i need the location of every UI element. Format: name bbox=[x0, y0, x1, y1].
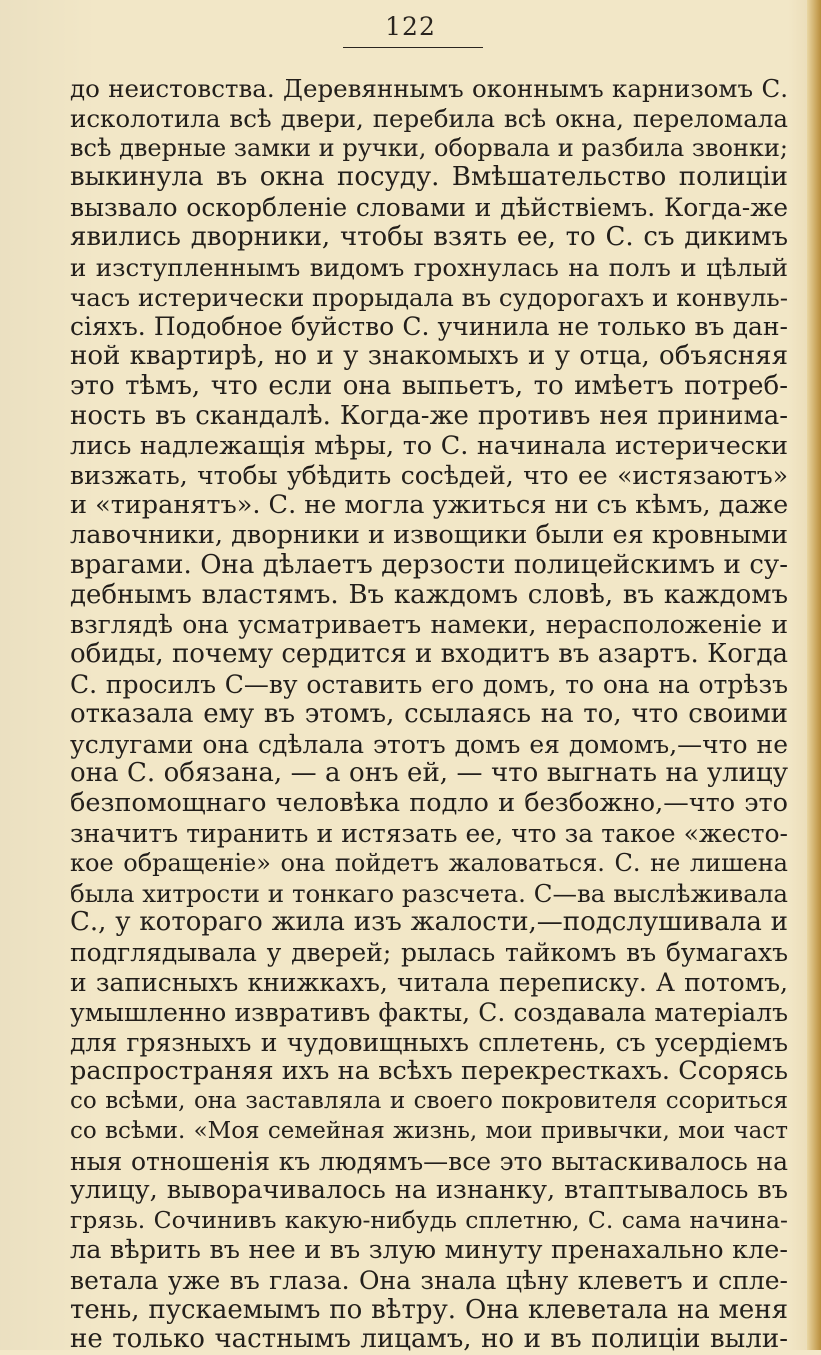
text-line: подглядывала у дверей; рылась тайкомъ въ бумагахъ bbox=[70, 938, 788, 968]
text-line: ла вѣрить въ нее и въ злую минуту пренахально кле- bbox=[70, 1236, 788, 1266]
text-line: часъ истерически прорыдала въ судорогахъ и конвуль- bbox=[70, 282, 788, 312]
text-line: была хитрости и тонкаго разсчета. С—ва выслѣживала bbox=[70, 878, 788, 908]
text-line: умышленно извративъ факты, С. создавала матеріалъ bbox=[70, 997, 788, 1027]
text-line: тень, пускаемымъ по вѣтру. Она клеветала на меня bbox=[70, 1295, 788, 1325]
page-number: 122 bbox=[385, 12, 436, 41]
text-line: услугами она сдѣлала этотъ домъ ея домомъ,—что не bbox=[70, 729, 788, 759]
text-line: ной квартирѣ, но и у знакомыхъ и у отца, объясняя bbox=[70, 342, 788, 372]
text-line: взглядѣ она усматриваетъ намеки, нерасположеніе и bbox=[70, 610, 788, 640]
text-line: визжать, чтобы убѣдить сосѣдей, что ее «истязаютъ» bbox=[70, 461, 788, 491]
header-rule bbox=[343, 47, 483, 48]
text-line: и «тиранятъ». С. не могла ужиться ни съ кѣмъ, даже bbox=[70, 491, 788, 521]
text-line: ветала уже въ глаза. Она знала цѣну клеветъ и спле- bbox=[70, 1265, 788, 1295]
text-line: всѣ дверные замки и ручки, оборвала и разбила звонки; bbox=[70, 133, 788, 162]
text-line: и записныхъ книжкахъ, читала переписку. А потомъ, bbox=[70, 967, 788, 997]
text-line: сіяхъ. Подобное буйство С. учинила не только въ дан- bbox=[70, 312, 788, 342]
text-line: выкинула въ окна посуду. Вмѣшательство полиціи bbox=[70, 163, 788, 193]
text-line: обиды, почему сердится и входитъ въ азартъ. Когда bbox=[70, 640, 788, 670]
text-line: улицу, выворачивалось на изнанку, втаптывалось въ bbox=[70, 1176, 788, 1206]
text-line: С. просилъ С—ву оставить его домъ, то она на отрѣзъ bbox=[70, 669, 788, 699]
text-line: грязь. Сочинивъ какую-нибудь сплетню, С. сама начина- bbox=[70, 1206, 788, 1235]
body-text bbox=[70, 74, 788, 1355]
text-line: значитъ тиранить и истязать ее, что за такое «жесто- bbox=[70, 818, 788, 848]
text-line: не только частнымъ лицамъ, но и въ полиціи выли- bbox=[70, 1325, 788, 1355]
text-line: и изступленнымъ видомъ грохнулась на полъ и цѣлый bbox=[70, 252, 788, 282]
text-line: лавочники, дворники и извощики были ея кровными bbox=[70, 520, 788, 550]
text-line: лись надлежащія мѣры, то С. начинала истерически bbox=[70, 431, 788, 461]
text-line: распространяя ихъ на всѣхъ перекресткахъ. Ссорясь bbox=[70, 1057, 788, 1087]
text-line: ность въ скандалѣ. Когда-же противъ нея принима- bbox=[70, 401, 788, 431]
page-edge bbox=[807, 0, 821, 1350]
text-line: С., у котораго жила изъ жалости,—подслушивала и bbox=[70, 908, 788, 938]
text-line: она С. обязана, — а онъ ей, — что выгнать на улицу bbox=[70, 759, 788, 789]
text-line: со всѣми. «Моя семейная жизнь, мои привычки, мои част bbox=[70, 1117, 788, 1144]
text-line: ныя отношенія къ людямъ—все это вытаскивалось на bbox=[70, 1146, 788, 1176]
text-line: дебнымъ властямъ. Въ каждомъ словѣ, въ каждомъ bbox=[70, 580, 788, 610]
text-line: кое обращеніе» она пойдетъ жаловаться. С. не лишена bbox=[70, 848, 788, 877]
text-line: отказала ему въ этомъ, ссылаясь на то, что своими bbox=[70, 699, 788, 729]
text-line: это тѣмъ, что если она выпьетъ, то имѣетъ потреб- bbox=[70, 371, 788, 401]
text-line: до неистовства. Деревяннымъ оконнымъ карнизомъ С. bbox=[70, 74, 788, 103]
text-line: вызвало оскорбленіе словами и дѣйствіемъ. Когда-же bbox=[70, 193, 788, 223]
text-line: исколотила всѣ двери, перебила всѣ окна, переломала bbox=[70, 103, 788, 133]
text-line: врагами. Она дѣлаетъ дерзости полицейскимъ и су- bbox=[70, 550, 788, 580]
text-line: явились дворники, чтобы взять ее, то С. съ дикимъ bbox=[70, 222, 788, 252]
text-line: для грязныхъ и чудовищныхъ сплетень, съ усердіемъ bbox=[70, 1027, 788, 1057]
text-line: со всѣми, она заставляла и своего покровителя ссориться bbox=[70, 1088, 788, 1115]
text-line: безпомощнаго человѣка подло и безбожно,—что это bbox=[70, 789, 788, 819]
